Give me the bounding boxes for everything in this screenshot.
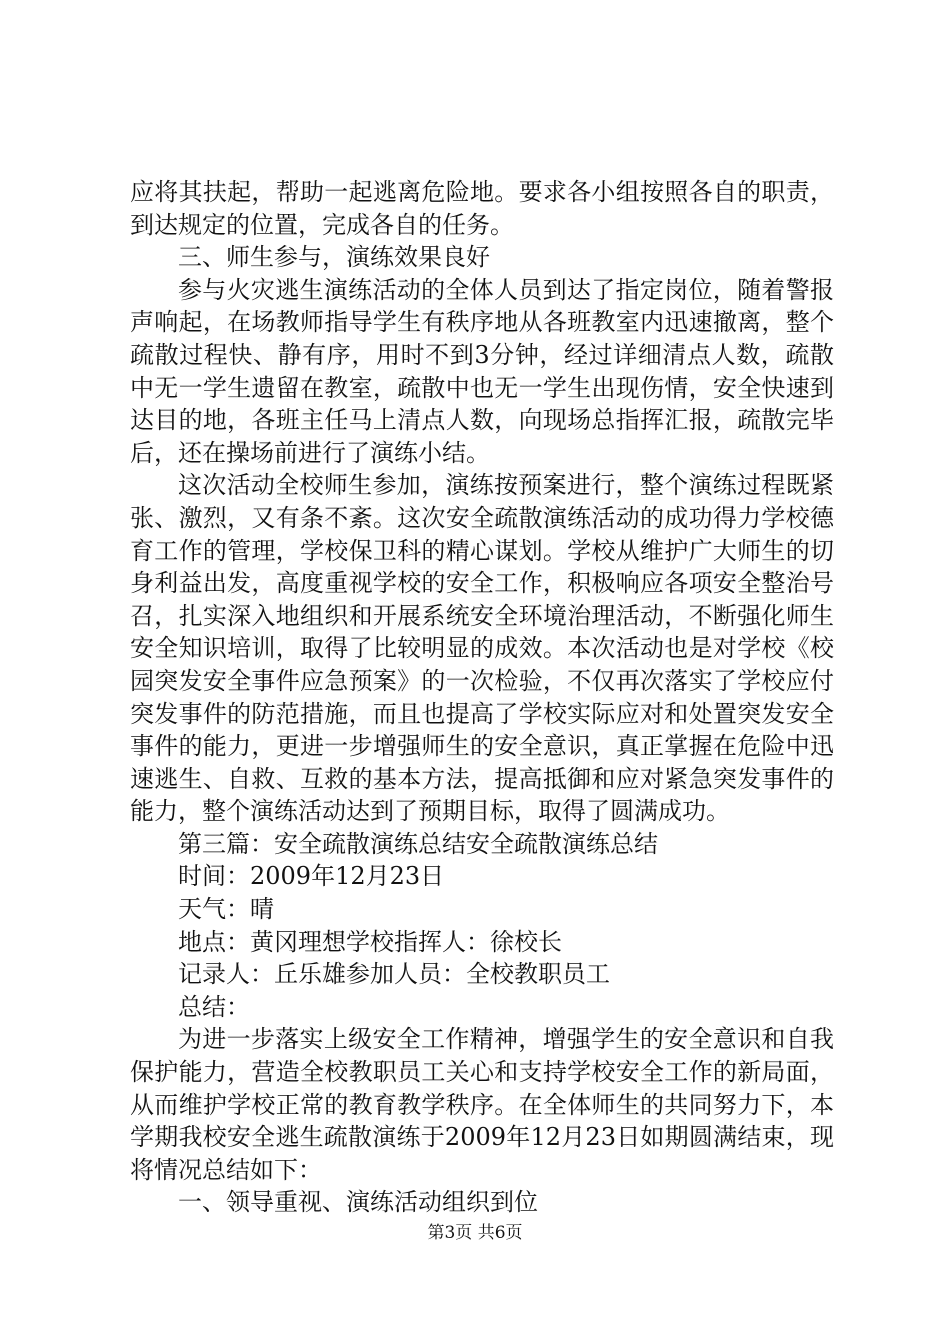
- article-title: 第三篇：安全疏散演练总结安全疏散演练总结: [178, 829, 658, 858]
- section-heading-three: 三、师生参与，演练效果良好: [178, 243, 490, 272]
- page-number-footer: 第3页 共6页: [427, 1223, 523, 1243]
- paragraph-drill-process: 参与火灾逃生演练活动的全体人员到达了指定岗位，随着警报声响起，在场教师指导学生有秩序地从各班教室内迅速撤离，整个疏散过程快、静有序，用时不到3分钟，经过详细清点人数，疏散中无一学生遗留在教室，疏散中也无一学生出现伤情，安全快速到达目的地，各班主任马上清点人数，向现场总指挥汇报，疏散完毕后，还在操场前进行了演练小结。: [130, 275, 834, 467]
- paragraph-drill-result: 这次活动全校师生参加，演练按预案进行，整个演练过程既紧张、激烈，又有条不紊。这次安全疏散演练活动的成功得力学校德育工作的管理，学校保卫科的精心谋划。学校从维护广大师生的切身利益出发，高度重视学校的安全工作，积极响应各项安全整治号召，扎实深入地组织和开展系统安全环境治理活动，不断强化师生安全知识培训，取得了比较明显的成效。本次活动也是对学校《校园突发安全事件应急预案》的一次检验，不仅再次落实了学校应付突发事件的防范措施，而且也提高了学校实际应对和处置突发安全事件的能力，更进一步增强师生的安全意识，真正掌握在危险中迅速逃生、自救、互救的基本方法，提高抵御和应对紧急突发事件的能力，整个演练活动达到了预期目标，取得了圆满成功。: [130, 471, 834, 826]
- meta-recorder: 记录人：丘乐雄参加人员：全校教职员工: [178, 960, 610, 989]
- summary-label: 总结：: [178, 992, 250, 1021]
- paragraph-continuation: 应将其扶起，帮助一起逃离危险地。要求各小组按照各自的职责，到达规定的位置，完成各自的任务。: [130, 178, 834, 239]
- meta-time: 时间：2009年12月23日: [178, 862, 445, 891]
- section-heading-one: 一、领导重视、演练活动组织到位: [178, 1188, 538, 1217]
- document-body: [130, 176, 834, 1219]
- meta-weather: 天气：晴: [178, 895, 274, 924]
- meta-location: 地点：黄冈理想学校指挥人：徐校长: [178, 927, 562, 956]
- paragraph-summary-intro: 为进一步落实上级安全工作精神，增强学生的安全意识和自我保护能力，营造全校教职员工关心和支持学校安全工作的新局面，从而维护学校正常的教育教学秩序。在全体师生的共同努力下，本学期我校安全逃生疏散演练于2009年12月23日如期圆满结束，现将情况总结如下：: [130, 1025, 834, 1184]
